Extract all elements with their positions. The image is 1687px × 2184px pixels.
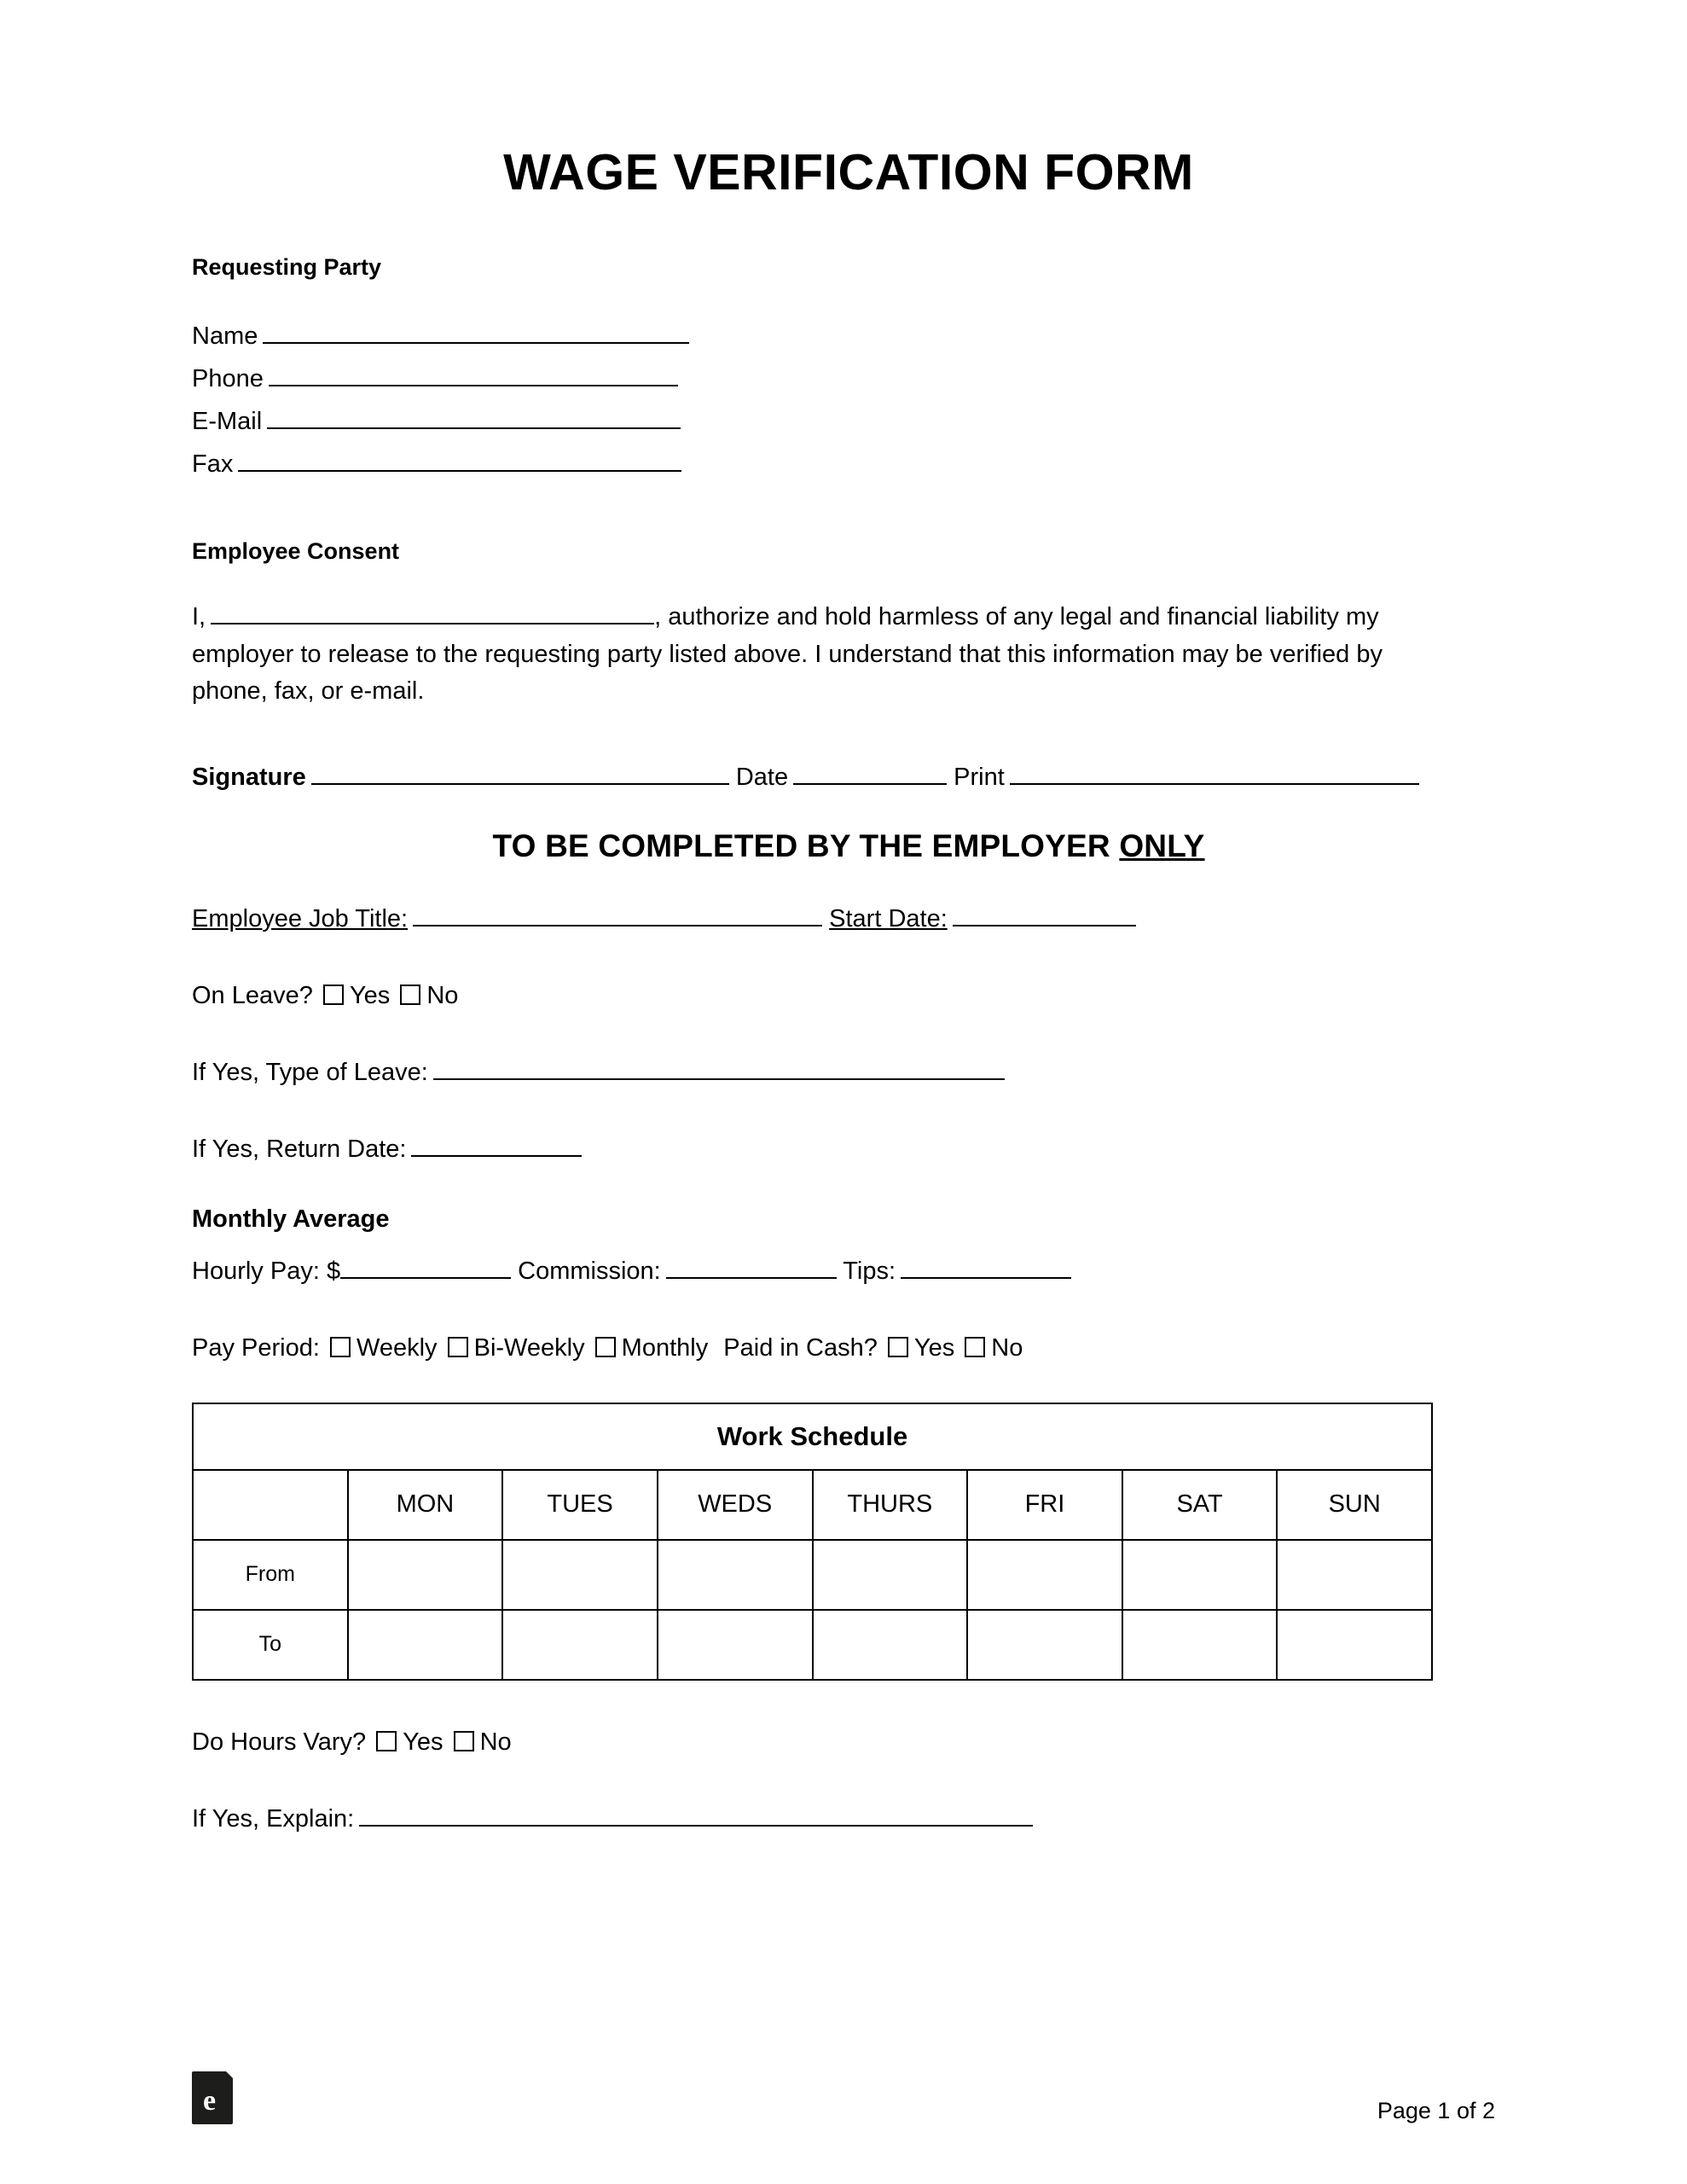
table-corner-cell <box>193 1470 348 1540</box>
day-header-sat: SAT <box>1122 1470 1278 1540</box>
explain-input[interactable] <box>359 1803 1033 1827</box>
from-sat-cell[interactable] <box>1122 1540 1278 1610</box>
hours-vary-yes-checkbox[interactable] <box>376 1731 397 1751</box>
spacer <box>192 565 1505 599</box>
day-header-sun: SUN <box>1277 1470 1432 1540</box>
document-body <box>192 0 1505 1841</box>
explain-label: If Yes, Explain: <box>192 1804 355 1833</box>
return-date-row <box>192 1127 1505 1171</box>
signature-print-input[interactable] <box>1010 761 1419 785</box>
to-weds-cell[interactable] <box>658 1610 813 1680</box>
tips-label: Tips: <box>843 1257 896 1285</box>
requesting-party-heading: Requesting Party <box>192 254 382 280</box>
pay-period-biweekly-label: Bi-Weekly <box>473 1333 585 1362</box>
on-leave-label: On Leave? <box>192 981 313 1009</box>
field-name-label: Name <box>192 322 258 350</box>
tips-input[interactable] <box>901 1255 1071 1279</box>
from-fri-cell[interactable] <box>967 1540 1122 1610</box>
to-fri-cell[interactable] <box>967 1610 1122 1680</box>
row-label-to: To <box>193 1610 348 1680</box>
hours-vary-no-checkbox[interactable] <box>454 1731 474 1751</box>
day-header-weds: WEDS <box>658 1470 813 1540</box>
pay-period-row <box>192 1326 1505 1370</box>
on-leave-yes-label: Yes <box>349 981 391 1009</box>
consent-text-before: I, <box>192 603 206 630</box>
signature-print-label: Print <box>954 763 1005 791</box>
table-title-row <box>193 1403 1432 1470</box>
field-phone-input[interactable] <box>269 363 678 386</box>
paid-in-cash-label: Paid in Cash? <box>723 1333 878 1362</box>
on-leave-no-label: No <box>426 981 459 1009</box>
to-sun-cell[interactable] <box>1277 1610 1432 1680</box>
table-row <box>193 1540 1432 1610</box>
field-email-label: E-Mail <box>192 408 263 435</box>
pay-period-weekly-label: Weekly <box>356 1333 438 1362</box>
paid-in-cash-yes-label: Yes <box>913 1333 955 1362</box>
day-header-fri: FRI <box>967 1470 1122 1540</box>
signature-date-label: Date <box>735 763 789 791</box>
work-schedule-title: Work Schedule <box>193 1403 1432 1470</box>
signature-date-input[interactable] <box>793 761 947 785</box>
signature-label: Signature <box>192 763 306 791</box>
page-footer <box>192 2071 1495 2131</box>
field-name-input[interactable] <box>263 320 689 344</box>
from-weds-cell[interactable] <box>658 1540 813 1610</box>
pay-period-weekly-checkbox[interactable] <box>330 1337 351 1357</box>
row-label-from: From <box>193 1540 348 1610</box>
hourly-pay-label: Hourly Pay: $ <box>192 1257 341 1285</box>
paid-in-cash-no-label: No <box>991 1333 1023 1362</box>
on-leave-yes-checkbox[interactable] <box>323 985 344 1005</box>
table-header-row <box>193 1470 1432 1540</box>
table-row <box>193 1610 1432 1680</box>
on-leave-no-checkbox[interactable] <box>400 985 420 1005</box>
consent-text-after: , authorize and hold harmless of any legal and financial liability my employer to release to the requesting party listed above. I understand that this information may be verified by phone, fax, or e-mail. <box>192 603 1383 705</box>
hours-vary-row <box>192 1720 1505 1764</box>
signature-input[interactable] <box>311 761 729 785</box>
to-mon-cell[interactable] <box>348 1610 503 1680</box>
paid-in-cash-yes-checkbox[interactable] <box>888 1337 908 1357</box>
page-title: WAGE VERIFICATION FORM <box>503 144 1194 200</box>
employer-heading-only: ONLY <box>1119 828 1205 863</box>
type-of-leave-label: If Yes, Type of Leave: <box>192 1058 428 1086</box>
from-thurs-cell[interactable] <box>813 1540 968 1610</box>
hours-vary-yes-label: Yes <box>403 1728 443 1756</box>
from-tues-cell[interactable] <box>502 1540 658 1610</box>
logo-letter: e <box>203 2085 217 2117</box>
spacer <box>192 485 1505 538</box>
job-title-input[interactable] <box>413 903 822 926</box>
field-name <box>192 315 1505 357</box>
employee-consent-heading: Employee Consent <box>192 538 400 564</box>
signature-row <box>192 755 1505 799</box>
consent-name-input[interactable] <box>211 601 654 624</box>
pay-period-monthly-checkbox[interactable] <box>595 1337 616 1357</box>
type-of-leave-input[interactable] <box>433 1056 1005 1080</box>
field-phone-label: Phone <box>192 365 264 392</box>
on-leave-row <box>192 973 1505 1018</box>
return-date-input[interactable] <box>411 1133 582 1157</box>
paid-in-cash-no-checkbox[interactable] <box>965 1337 985 1357</box>
start-date-label: Start Date: <box>829 904 948 932</box>
job-title-row <box>192 897 1505 941</box>
commission-label: Commission: <box>518 1257 661 1285</box>
from-sun-cell[interactable] <box>1277 1540 1432 1610</box>
employer-heading-prefix: TO BE COMPLETED BY THE EMPLOYER <box>492 828 1120 863</box>
return-date-label: If Yes, Return Date: <box>192 1135 407 1163</box>
spacer <box>192 201 1505 254</box>
hours-vary-no-label: No <box>479 1728 512 1756</box>
work-schedule-table <box>192 1403 1433 1681</box>
to-thurs-cell[interactable] <box>813 1610 968 1680</box>
page-number: Page 1 of 2 <box>1377 2098 1495 2123</box>
from-mon-cell[interactable] <box>348 1540 503 1610</box>
field-fax-label: Fax <box>192 450 234 478</box>
job-title-label: Employee Job Title: <box>192 904 409 932</box>
start-date-input[interactable] <box>953 903 1136 926</box>
day-header-mon: MON <box>348 1470 503 1540</box>
pay-period-monthly-label: Monthly <box>621 1333 709 1362</box>
day-header-thurs: THURS <box>813 1470 968 1540</box>
consent-paragraph <box>192 599 1386 711</box>
logo-fold-shape <box>226 2071 240 2085</box>
monthly-average-heading: Monthly Average <box>192 1205 390 1233</box>
commission-input[interactable] <box>666 1255 837 1279</box>
employer-section-heading <box>192 828 1505 864</box>
hours-vary-label: Do Hours Vary? <box>192 1728 367 1756</box>
day-header-tues: TUES <box>502 1470 658 1540</box>
explain-row <box>192 1797 1505 1841</box>
pay-amounts-row <box>192 1249 1505 1293</box>
field-email-input[interactable] <box>267 405 681 429</box>
type-of-leave-row <box>192 1050 1505 1095</box>
field-phone <box>192 357 1505 400</box>
field-fax-input[interactable] <box>238 448 681 472</box>
to-tues-cell[interactable] <box>502 1610 658 1680</box>
pay-period-biweekly-checkbox[interactable] <box>448 1337 468 1357</box>
field-email <box>192 400 1505 443</box>
pay-period-label: Pay Period: <box>192 1333 320 1362</box>
spacer <box>192 281 1505 315</box>
hourly-pay-input[interactable] <box>340 1255 511 1279</box>
to-sat-cell[interactable] <box>1122 1610 1278 1680</box>
field-fax <box>192 443 1505 485</box>
eforms-logo-icon <box>192 2071 240 2131</box>
